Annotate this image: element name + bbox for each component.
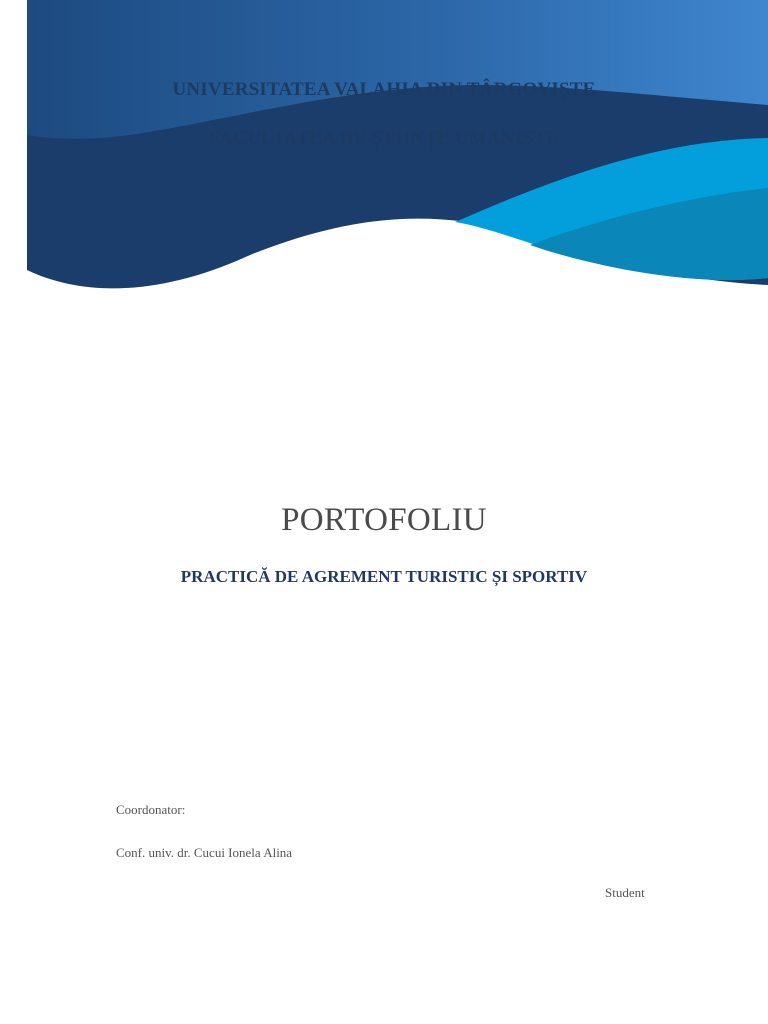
coordinator-name: Conf. univ. dr. Cucui Ionela Alina <box>116 845 293 860</box>
coordinator-label: Coordonator: <box>116 802 186 817</box>
university-name: UNIVERSITATEA VALAHIA DIN TÂRGOVIȘTE <box>172 79 596 100</box>
wave-banner <box>0 0 768 320</box>
student-label: Student <box>605 885 645 900</box>
document-subtitle: PRACTICĂ DE AGREMENT TURISTIC ȘI SPORTIV <box>180 567 588 586</box>
faculty-name: FACULTATEA DE ȘTIINȚE UMANISTE <box>208 128 560 149</box>
document-title: PORTOFOLIU <box>281 502 487 538</box>
